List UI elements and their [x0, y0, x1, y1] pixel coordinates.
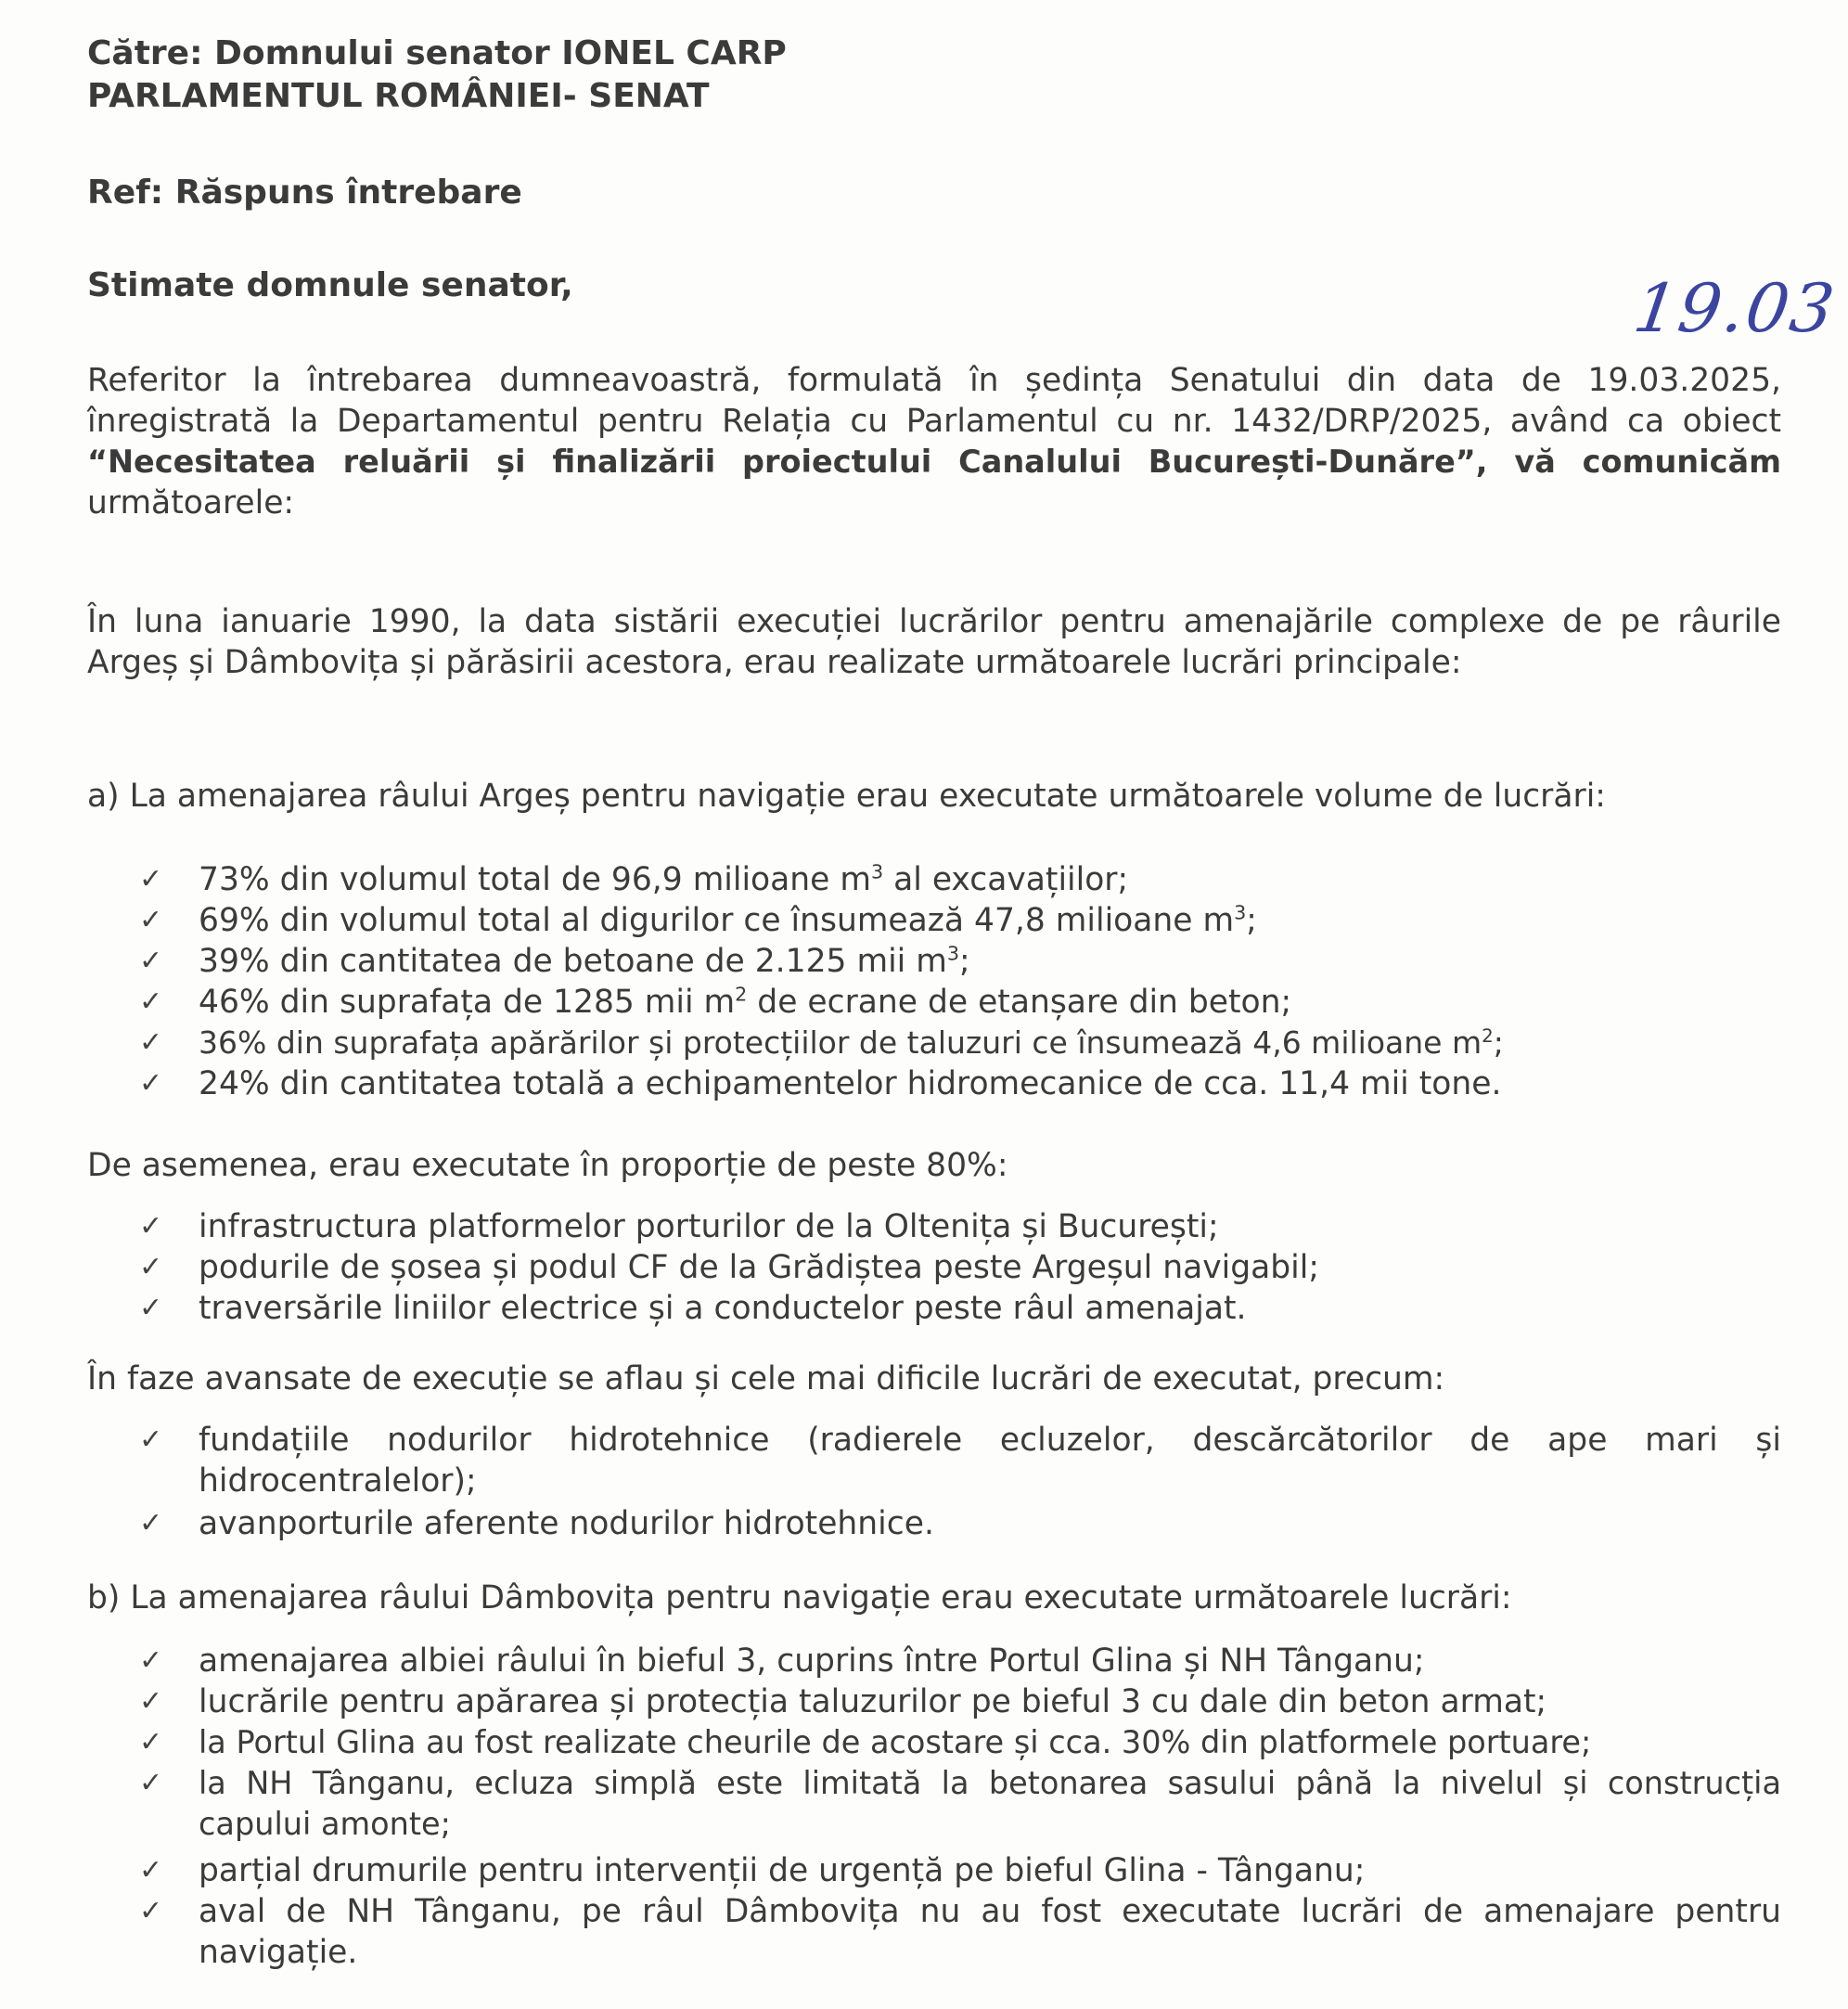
item-text-end: ; — [1493, 1024, 1504, 1061]
item-text: 69% din volumul total al digurilor ce însumează 47,8 milioane m — [199, 902, 1235, 939]
recipient-institution: PARLAMENTUL ROMÂNIEI- SENAT — [87, 77, 710, 115]
checkmark-icon: ✓ — [139, 1292, 163, 1324]
context-line: În luna ianuarie 1990, la data sistării execuției lucrărilor pentru amenajările complexe de pe râurile — [87, 603, 1781, 640]
checkmark-icon: ✓ — [139, 1210, 163, 1243]
item-text: traversările liniilor electrice și a conductelor peste râul amenajat. — [199, 1290, 1247, 1327]
reference-subject: Ref: Răspuns întrebare — [87, 174, 522, 212]
recipient-line: Către: Domnului senator IONEL CARP — [87, 34, 787, 72]
checkmark-icon: ✓ — [139, 1507, 163, 1539]
list-item — [139, 1763, 1781, 1845]
checkmark-icon: ✓ — [139, 1895, 163, 1927]
item-text: 36% din suprafața apărărilor și protecțiilor de taluzuri ce însumează 4,6 milioane m — [199, 1024, 1482, 1061]
item-text-end: ; — [1246, 902, 1257, 939]
item-text: 46% din suprafața de 1285 mii m — [199, 984, 736, 1021]
section-b-heading: b) La amenajarea râului Dâmbovița pentru navigație erau executate următoarele lucrări: — [87, 1579, 1512, 1616]
intro-line: Referitor la întrebarea dumneavoastră, formulată în ședința Senatului din data de 19.03.2025, — [87, 362, 1781, 399]
intro-line: înregistrată la Departamentul pentru Relația cu Parlamentul cu nr. 1432/DRP/2025, având ca obiect — [87, 403, 1781, 440]
checkmark-icon: ✓ — [139, 1854, 163, 1887]
section-a-heading: a) La amenajarea râului Argeș pentru navigație erau executate următoarele volume de lucrări: — [87, 778, 1606, 815]
item-text: la NH Tânganu, ecluza simplă este limitată la betonarea sasului până la nivelul și construcția — [199, 1765, 1781, 1801]
superscript: 2 — [735, 983, 748, 1006]
item-text: parțial drumurile pentru intervenții de urgență pe bieful Glina - Tânganu; — [199, 1852, 1366, 1889]
checkmark-icon: ✓ — [139, 1685, 163, 1718]
intro-line-subject: “Necesitatea reluării și finalizării proiectului Canalului București-Dunăre”, vă comunicăm — [87, 444, 1781, 480]
item-text: amenajarea albiei râului în bieful 3, cuprins între Portul Glina și NH Tânganu; — [199, 1642, 1425, 1680]
checkmark-icon: ✓ — [139, 1026, 163, 1059]
checkmark-icon: ✓ — [139, 1423, 163, 1456]
item-text-continued: capului amonte; — [199, 1806, 451, 1842]
list-item — [139, 1420, 1781, 1501]
item-text-continued: navigație. — [199, 1934, 358, 1971]
intro-line: următoarele: — [87, 484, 295, 522]
superscript: 3 — [870, 860, 884, 883]
checkmark-icon: ✓ — [139, 863, 163, 895]
item-text: avanporturile aferente nodurilor hidrotehnice. — [199, 1505, 934, 1542]
item-text: infrastructura platformelor porturilor de la Oltenița și București; — [199, 1208, 1219, 1245]
item-text: la Portul Glina au fost realizate cheurile de acostare și cca. 30% din platformele portuare; — [199, 1724, 1592, 1760]
advanced-intro: În faze avansate de execuție se aflau și cele mai dificile lucrări de executat, precum: — [87, 1360, 1445, 1397]
superscript: 3 — [946, 942, 959, 965]
checkmark-icon: ✓ — [139, 1251, 163, 1283]
item-text-end: de ecrane de etanșare din beton; — [747, 984, 1292, 1021]
item-text: 73% din volumul total de 96,9 milioane m — [199, 861, 871, 898]
item-text: fundațiile nodurilor hidrotehnice (radierele ecluzelor, descărcătorilor de ape mari și — [199, 1422, 1781, 1459]
checkmark-icon: ✓ — [139, 1067, 163, 1100]
superscript: 2 — [1482, 1025, 1494, 1047]
item-text-end: al excavațiilor; — [883, 861, 1129, 898]
checkmark-icon: ✓ — [139, 985, 163, 1018]
checkmark-icon: ✓ — [139, 1767, 163, 1799]
checkmark-icon: ✓ — [139, 1726, 163, 1758]
item-text: lucrările pentru apărarea și protecția taluzurilor pe bieful 3 cu dale din beton armat; — [199, 1683, 1547, 1720]
handwritten-date-note: 19.03 — [1629, 269, 1842, 347]
item-text: 39% din cantitatea de betoane de 2.125 mii m — [199, 943, 947, 980]
item-text-continued: hidrocentralelor); — [199, 1462, 477, 1500]
item-text-end: ; — [958, 943, 970, 980]
context-line: Argeș și Dâmbovița și părăsirii acestora, erau realizate următoarele lucrări principale: — [87, 644, 1462, 681]
list-item — [139, 1891, 1781, 1973]
salutation: Stimate domnule senator, — [87, 266, 573, 304]
checkmark-icon: ✓ — [139, 904, 163, 936]
item-text: podurile de șosea și podul CF de la Grădiștea peste Argeșul navigabil; — [199, 1249, 1319, 1286]
over80-intro: De asemenea, erau executate în proporție de peste 80%: — [87, 1147, 1008, 1184]
checkmark-icon: ✓ — [139, 1644, 163, 1677]
intro-paragraph — [87, 360, 1781, 523]
item-text: aval de NH Tânganu, pe râul Dâmbovița nu au fost executate lucrări de amenajare pentru — [199, 1893, 1781, 1930]
item-text: 24% din cantitatea totală a echipamentelor hidromecanice de cca. 11,4 mii tone. — [199, 1065, 1502, 1102]
superscript: 3 — [1234, 901, 1247, 924]
context-paragraph — [87, 601, 1781, 683]
checkmark-icon: ✓ — [139, 945, 163, 977]
